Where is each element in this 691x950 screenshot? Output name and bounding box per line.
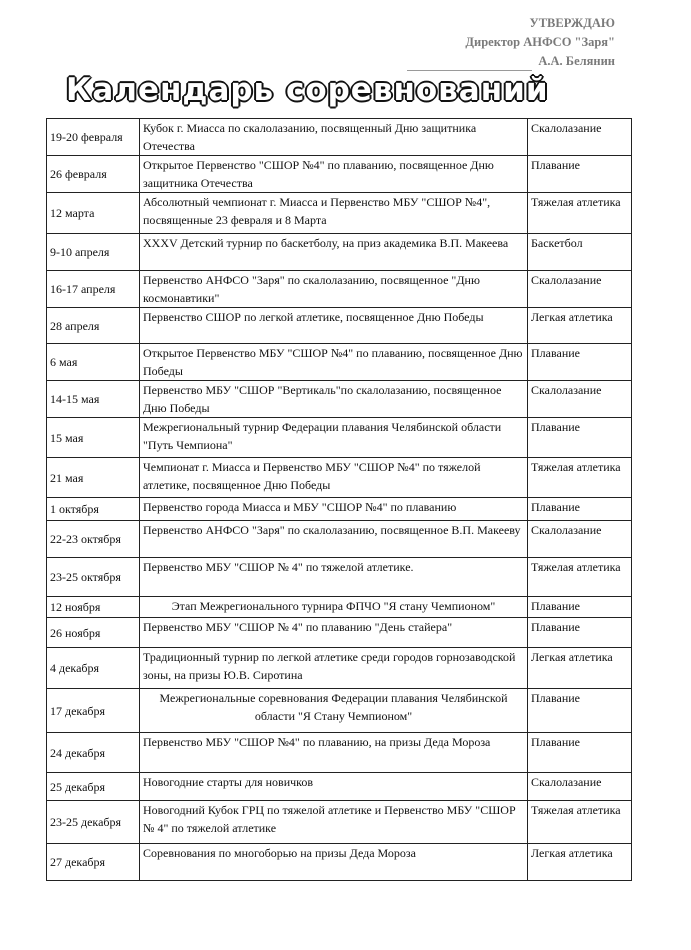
event-date: 23-25 декабря bbox=[47, 801, 140, 844]
signature-blank bbox=[407, 58, 532, 71]
table-row bbox=[47, 193, 632, 234]
event-sport: Тяжелая атлетика bbox=[528, 801, 632, 844]
event-date: 6 мая bbox=[47, 344, 140, 381]
table-row bbox=[47, 558, 632, 597]
approval-signature-line bbox=[355, 52, 615, 71]
event-name: Первенство города Миасса и МБУ "СШОР №4" по плаванию bbox=[140, 498, 528, 521]
event-sport: Легкая атлетика bbox=[528, 308, 632, 344]
event-sport: Тяжелая атлетика bbox=[528, 458, 632, 498]
table-row bbox=[47, 418, 632, 458]
event-sport: Скалолазание bbox=[528, 773, 632, 801]
approval-block bbox=[355, 14, 615, 71]
event-name: Первенство МБУ "СШОР № 4" по плаванию "День стайера" bbox=[140, 618, 528, 648]
table-row bbox=[47, 618, 632, 648]
table-row bbox=[47, 119, 632, 156]
event-date: 12 марта bbox=[47, 193, 140, 234]
event-name: Этап Межрегионального турнира ФПЧО "Я стану Чемпионом" bbox=[140, 597, 528, 618]
table-row bbox=[47, 521, 632, 558]
table-row bbox=[47, 597, 632, 618]
table-row bbox=[47, 844, 632, 881]
event-sport: Плавание bbox=[528, 597, 632, 618]
table-row bbox=[47, 801, 632, 844]
event-sport: Тяжелая атлетика bbox=[528, 558, 632, 597]
event-sport: Скалолазание bbox=[528, 521, 632, 558]
approval-heading: УТВЕРЖДАЮ bbox=[529, 16, 615, 30]
event-date: 28 апреля bbox=[47, 308, 140, 344]
event-date: 16-17 апреля bbox=[47, 271, 140, 308]
event-name: XXXV Детский турнир по баскетболу, на приз академика В.П. Макеева bbox=[140, 234, 528, 271]
event-name: Первенство СШОР по легкой атлетике, посвященное Дню Победы bbox=[140, 308, 528, 344]
event-sport: Плавание bbox=[528, 498, 632, 521]
table-row bbox=[47, 271, 632, 308]
event-sport: Тяжелая атлетика bbox=[528, 193, 632, 234]
table-row bbox=[47, 648, 632, 689]
table-row bbox=[47, 773, 632, 801]
event-date: 21 мая bbox=[47, 458, 140, 498]
table-row bbox=[47, 344, 632, 381]
event-sport: Плавание bbox=[528, 344, 632, 381]
event-name: Межрегиональный турнир Федерации плавания Челябинской области "Путь Чемпиона" bbox=[140, 418, 528, 458]
event-sport: Баскетбол bbox=[528, 234, 632, 271]
table-row bbox=[47, 308, 632, 344]
table-row bbox=[47, 156, 632, 193]
event-name: Открытое Первенство МБУ "СШОР №4" по плаванию, посвященное Дню Победы bbox=[140, 344, 528, 381]
event-name: Первенство АНФСО "Заря" по скалолазанию, посвященное "Дню космонавтики" bbox=[140, 271, 528, 308]
event-date: 17 декабря bbox=[47, 689, 140, 733]
event-name: Новогодние старты для новичков bbox=[140, 773, 528, 801]
event-date: 22-23 октября bbox=[47, 521, 140, 558]
event-sport: Плавание bbox=[528, 733, 632, 773]
table-row bbox=[47, 458, 632, 498]
table-row bbox=[47, 689, 632, 733]
event-name: Открытое Первенство "СШОР №4" по плаванию, посвященное Дню защитника Отечества bbox=[140, 156, 528, 193]
event-sport: Легкая атлетика bbox=[528, 648, 632, 689]
event-name: Абсолютный чемпионат г. Миасса и Первенство МБУ "СШОР №4", посвященные 23 февраля и 8 Марта bbox=[140, 193, 528, 234]
table-row bbox=[47, 733, 632, 773]
table-row bbox=[47, 234, 632, 271]
event-name: Традиционный турнир по легкой атлетике среди городов горнозаводской зоны, на призы Ю.В. Сиротина bbox=[140, 648, 528, 689]
event-date: 27 декабря bbox=[47, 844, 140, 881]
event-date: 14-15 мая bbox=[47, 381, 140, 418]
competition-calendar-table bbox=[46, 118, 632, 881]
page-title: Календарь соревнований bbox=[66, 72, 549, 108]
approval-name: А.А. Белянин bbox=[538, 54, 615, 68]
event-date: 4 декабря bbox=[47, 648, 140, 689]
event-name: Межрегиональные соревнования Федерации плавания Челябинской области "Я Стану Чемпионом" bbox=[140, 689, 528, 733]
event-name: Соревнования по многоборью на призы Деда Мороза bbox=[140, 844, 528, 881]
approval-position: Директор АНФСО "Заря" bbox=[465, 35, 615, 49]
event-sport: Легкая атлетика bbox=[528, 844, 632, 881]
event-name: Новогодний Кубок ГРЦ по тяжелой атлетике и Первенство МБУ "СШОР № 4" по тяжелой атлетике bbox=[140, 801, 528, 844]
event-sport: Плавание bbox=[528, 618, 632, 648]
event-name: Чемпионат г. Миасса и Первенство МБУ "СШОР №4" по тяжелой атлетике, посвященное Дню Победы bbox=[140, 458, 528, 498]
event-sport: Плавание bbox=[528, 418, 632, 458]
event-sport: Плавание bbox=[528, 156, 632, 193]
event-name: Первенство АНФСО "Заря" по скалолазанию, посвященное В.П. Макееву bbox=[140, 521, 528, 558]
event-sport: Плавание bbox=[528, 689, 632, 733]
event-date: 24 декабря bbox=[47, 733, 140, 773]
event-sport: Скалолазание bbox=[528, 119, 632, 156]
event-name: Первенство МБУ "СШОР №4" по плаванию, на призы Деда Мороза bbox=[140, 733, 528, 773]
event-date: 26 ноября bbox=[47, 618, 140, 648]
event-date: 12 ноября bbox=[47, 597, 140, 618]
event-date: 19-20 февраля bbox=[47, 119, 140, 156]
event-date: 26 февраля bbox=[47, 156, 140, 193]
event-name: Первенство МБУ "СШОР № 4" по тяжелой атлетике. bbox=[140, 558, 528, 597]
event-sport: Скалолазание bbox=[528, 381, 632, 418]
event-date: 23-25 октября bbox=[47, 558, 140, 597]
event-name: Кубок г. Миасса по скалолазанию, посвященный Дню защитника Отечества bbox=[140, 119, 528, 156]
event-date: 9-10 апреля bbox=[47, 234, 140, 271]
event-date: 15 мая bbox=[47, 418, 140, 458]
event-date: 25 декабря bbox=[47, 773, 140, 801]
event-date: 1 октября bbox=[47, 498, 140, 521]
event-sport: Скалолазание bbox=[528, 271, 632, 308]
event-name: Первенство МБУ "СШОР "Вертикаль"по скалолазанию, посвященное Дню Победы bbox=[140, 381, 528, 418]
table-row bbox=[47, 498, 632, 521]
table-row bbox=[47, 381, 632, 418]
